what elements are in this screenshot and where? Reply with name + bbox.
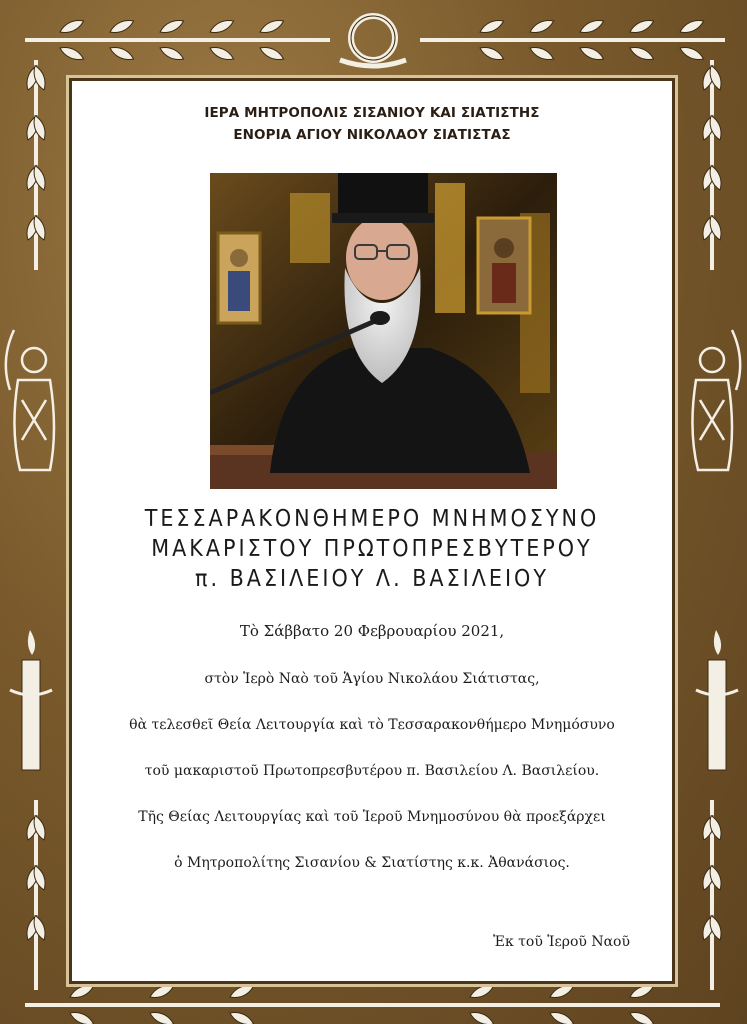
left-angel-icon — [6, 330, 54, 470]
wreath-icon — [340, 16, 406, 66]
signature: Ἐκ τοῦ Ἱεροῦ Ναοῦ — [493, 934, 630, 950]
right-candle-icon — [696, 630, 738, 770]
parish-heading: ΕΝΟΡΙΑ ΑΓΙΟΥ ΝΙΚΟΛΑΟΥ ΣΙΑΤΙΣΤΑΣ — [233, 127, 511, 143]
event-deceased-line: τοῦ μακαριστοῦ Πρωτοπρεσβυτέρου π. Βασιλείου Λ. Βασιλείου. — [144, 763, 600, 779]
memorial-title: ΤΕΣΣΑΡΑΚΟΝΘΗΜΕΡΟ ΜΝΗΜΟΣΥΝΟ — [144, 506, 600, 532]
left-candle-icon — [10, 630, 52, 770]
event-presiding-line: Τῆς Θείας Λειτουργίας καὶ τοῦ Ἱεροῦ Μνημοσύνου θὰ προεξάρχει — [138, 809, 606, 825]
right-branch-icon — [700, 60, 724, 990]
top-right-branch-icon — [420, 17, 725, 63]
priest-portrait-photo — [210, 173, 557, 489]
deceased-name: π. ΒΑΣΙΛΕΙΟΥ Λ. ΒΑΣΙΛΕΙΟΥ — [195, 566, 549, 592]
invitation-paper — [72, 81, 672, 981]
event-location: στὸν Ἱερὸ Ναὸ τοῦ Ἁγίου Νικολάου Σιάτιστας, — [204, 671, 540, 687]
event-date: Τὸ Σάββατο 20 Φεβρουαρίου 2021, — [239, 622, 505, 640]
right-angel-icon — [692, 330, 740, 470]
memorial-subtitle: ΜΑΚΑΡΙΣΤΟΥ ΠΡΩΤΟΠΡΕΣΒΥΤΕΡΟΥ — [151, 536, 593, 562]
top-left-branch-icon — [25, 17, 330, 63]
event-description: θὰ τελεσθεῖ Θεία Λειτουργία καὶ τὸ Τεσσαρακονθήμερο Μνημόσυνο — [129, 717, 615, 733]
left-branch-icon — [24, 60, 48, 990]
event-metropolitan-line: ὁ Μητροπολίτης Σισανίου & Σιατίστης κ.κ. Ἀθανάσιος. — [174, 855, 570, 871]
metropolis-heading: ΙΕΡΑ ΜΗΤΡΟΠΟΛΙΣ ΣΙΣΑΝΙΟΥ ΚΑΙ ΣΙΑΤΙΣΤΗΣ — [204, 105, 540, 121]
bottom-branch-icon — [25, 982, 720, 1024]
